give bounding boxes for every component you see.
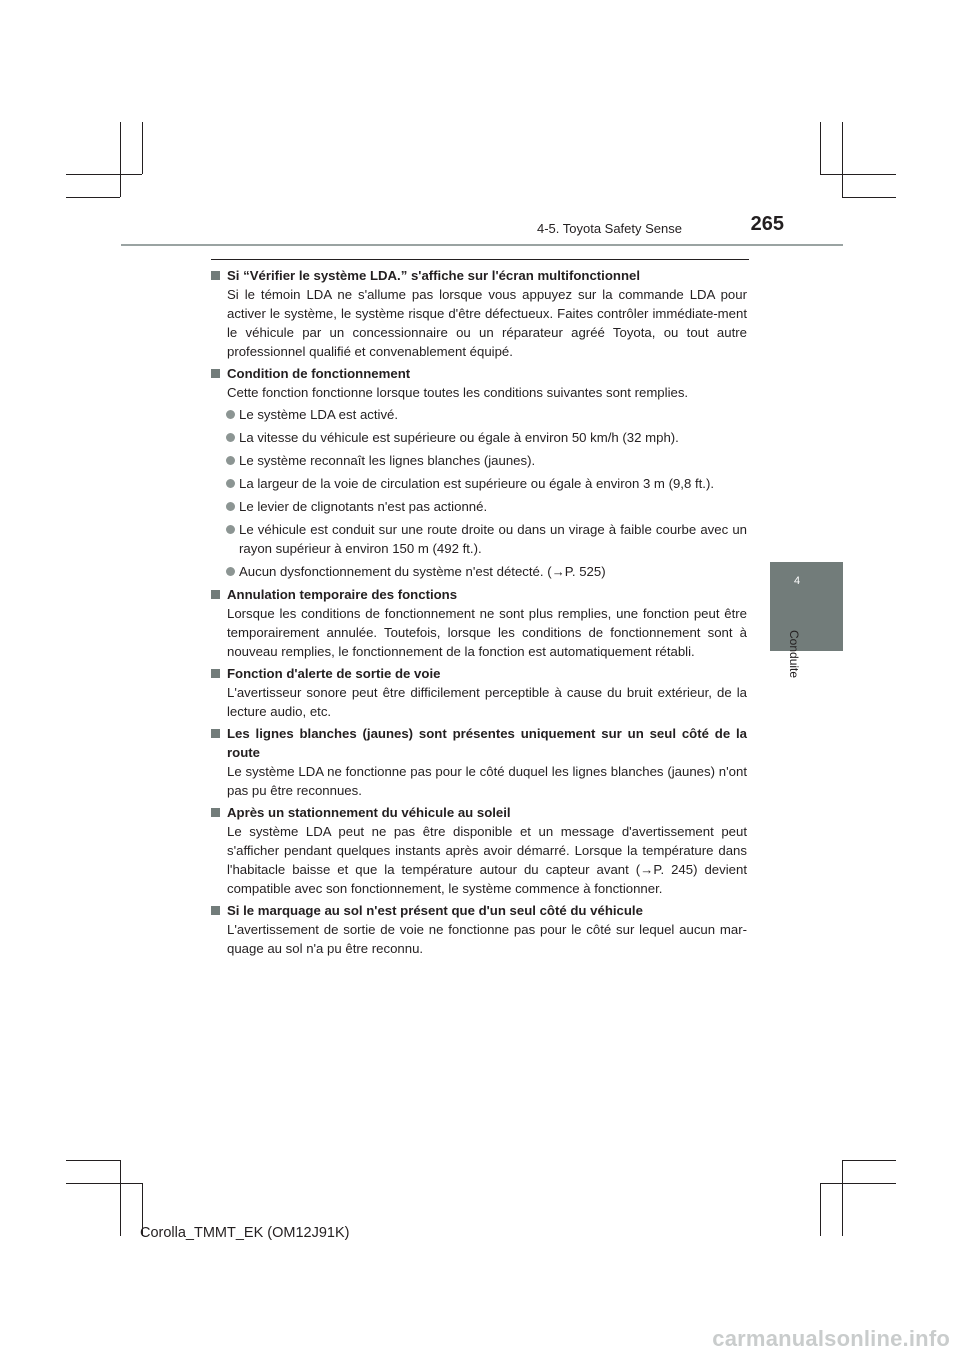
header-rule [121,244,843,246]
square-bullet-icon [211,369,220,378]
list-item-text: Le véhicule est conduit sur une route droite ou dans un virage à faible courbe avec un rayon supérieur à environ 150 m (492 ft.). [239,522,747,556]
section-body: Le système LDA peut ne pas être disponible et un message d'avertissement peut s'afficher pendant quelques instants après avoir démarré. Lorsque la température dans l'habitacle baisse et que la température autour du capteur avant (→P. 245) devient compatible avec son fonctionnement, le système commence à fonctionner. [227,824,747,896]
list-item-text: Le système reconnaît les lignes blanches (jaunes). [239,453,536,468]
list-item [211,451,747,470]
list-item [211,428,747,447]
section-title: 4-5. Toyota Safety Sense [536,221,682,236]
info-section [211,901,747,958]
list-item-text: La largeur de la voie de circulation est supérieure ou égale à environ 3 m (9,8 ft.). [239,476,715,491]
list-item [211,562,747,581]
crop-mark-bottom-left-h [66,1160,120,1161]
crop-mark-top-right-v2 [820,122,821,174]
crop-mark-bottom-right-v2 [820,1183,821,1236]
list-item [211,405,747,424]
crop-mark-top-right-v [842,122,843,197]
crop-mark-bottom-right-h [842,1160,896,1161]
info-section [211,724,747,800]
list-item [211,497,747,516]
crop-mark-top-right-h2 [842,197,896,198]
section-body: Lorsque les conditions de fonctionnement ne sont plus remplies, une fonction peut être temporairement annulée. Toutefois, lorsque les conditions de fonctionnement sont à nouveau remplies, le fonctionnement de la fonction est automatiquement rétabli. [227,606,747,659]
circle-bullet-icon [226,525,235,534]
square-bullet-icon [211,808,220,817]
list-item [211,474,747,493]
section-heading: Fonction d'alerte de sortie de voie [227,666,441,681]
section-heading-row [211,266,747,285]
document-code: Corolla_TMMT_EK (OM12J91K) [140,1225,350,1241]
crop-mark-top-left-h [66,174,142,175]
circle-bullet-icon [226,410,235,419]
chapter-number: 4 [793,575,801,587]
section-body: Si le témoin LDA ne s'allume pas lorsque vous appuyez sur la commande LDA pour activer le système, le système risque d'être défectueux. Faites contrôler immédiate-ment le véhicule par un concessionnaire ou un réparateur agréé Toyota, ou tout autre professionnel qualifié et convenablement équipé. [227,287,747,359]
crop-mark-bottom-left-h2 [66,1183,142,1184]
square-bullet-icon [211,669,220,678]
list-item-text: Le levier de clignotants n'est pas actionné. [239,499,488,514]
section-heading: Si “Vérifier le système LDA.” s'affiche sur l'écran multifonctionnel [227,268,641,283]
section-body: L'avertissement de sortie de voie ne fonctionne pas pour le côté sur lequel aucun mar-quage au sol n'a pu être reconnu. [227,922,747,956]
crop-mark-bottom-right-h2 [820,1183,896,1184]
crop-mark-bottom-right-v [842,1160,843,1236]
section-heading-row [211,803,747,822]
crop-mark-top-left-h2 [66,197,120,198]
section-heading: Après un stationnement du véhicule au soleil [227,805,511,820]
section-heading-row [211,901,747,920]
info-section [211,803,747,898]
crop-mark-top-left-v [120,122,121,197]
section-body: Cette fonction fonctionne lorsque toutes les conditions suivantes sont remplies. [227,385,689,400]
section-heading: Annulation temporaire des fonctions [227,587,458,602]
circle-bullet-icon [226,433,235,442]
list-item-text: La vitesse du véhicule est supérieure ou égale à environ 50 km/h (32 mph). [239,430,679,445]
chapter-label-container [784,630,810,690]
section-heading: Les lignes blanches (jaunes) sont présentes uniquement sur un seul côté de la route [227,726,747,760]
condition-list [211,405,747,581]
crop-mark-top-right-h [820,174,896,175]
section-heading-row [211,724,747,762]
circle-bullet-icon [226,479,235,488]
square-bullet-icon [211,271,220,280]
info-section [211,585,747,661]
content-rule [211,259,749,260]
info-section [211,364,747,581]
chapter-label: Conduite [787,630,801,679]
square-bullet-icon [211,906,220,915]
section-body: Le système LDA ne fonctionne pas pour le côté duquel les lignes blanches (jaunes) n'ont pas pu être reconnues. [227,764,747,798]
list-item-text: Le système LDA est activé. [239,407,399,422]
circle-bullet-icon [226,456,235,465]
list-item-text: Aucun dysfonctionnement du système n'est détecté. (→P. 525) [239,564,606,579]
section-heading-row [211,585,747,604]
main-content [211,266,747,958]
list-item [211,520,747,558]
section-body: L'avertisseur sonore peut être difficilement perceptible à cause du bruit extérieur, de la lecture audio, etc. [227,685,747,719]
crop-mark-top-left-v2 [142,122,143,174]
section-heading: Condition de fonctionnement [227,366,411,381]
section-heading: Si le marquage au sol n'est présent que d'un seul côté du véhicule [227,903,643,918]
square-bullet-icon [211,590,220,599]
section-heading-row [211,364,747,383]
square-bullet-icon [211,729,220,738]
section-heading-row [211,664,747,683]
crop-mark-bottom-left-v [120,1160,121,1236]
watermark: carmanualsonline.info [712,1326,950,1351]
info-section [211,266,747,361]
circle-bullet-icon [226,567,235,576]
page-number: 265 [750,213,784,235]
circle-bullet-icon [226,502,235,511]
info-section [211,664,747,721]
